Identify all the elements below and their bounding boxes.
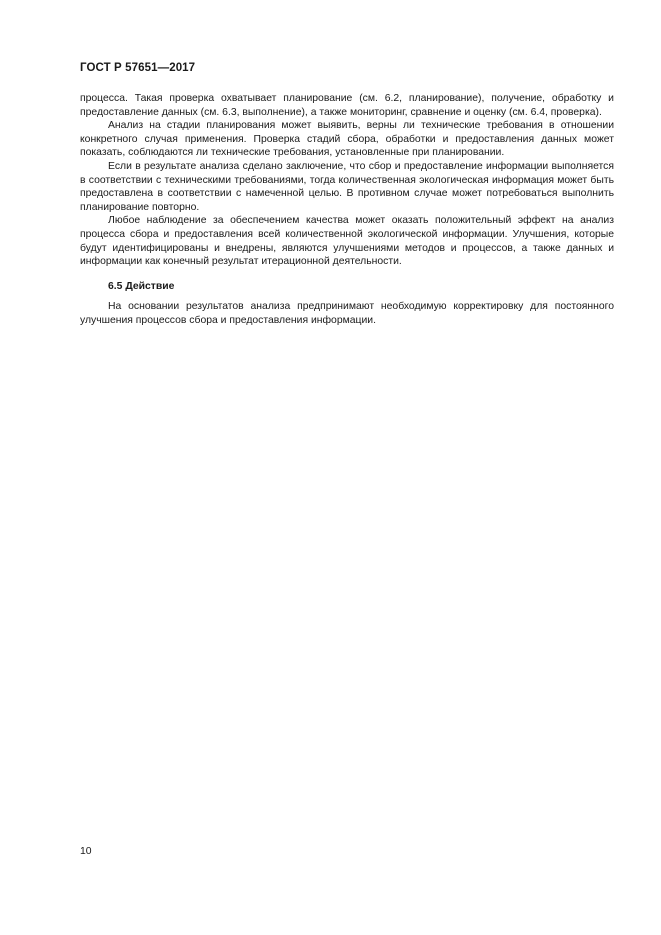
body-paragraph: Если в результате анализа сделано заключение, что сбор и предоставление информации выполняется в соответствии с техническими требованиями, тогда количественная экологическая информация может быть предоставлена в соответствии с намеченной целью. В противном случае может потребоваться выполнить планирование повторно. — [80, 160, 614, 213]
body-paragraph: Любое наблюдение за обеспечением качества может оказать положительный эффект на анализ процесса сбора и предоставления всей количественной экологической информации. Улучшения, которые будут идентифицированы и внедрены, являются улучшениями методов и процессов, а также данных и информации как конечный результат итерационной деятельности. — [80, 215, 614, 268]
document-body — [80, 92, 614, 328]
document-header: ГОСТ Р 57651—2017 — [80, 62, 196, 74]
section-heading: 6.5 Действие — [108, 280, 175, 292]
body-paragraph: Анализ на стадии планирования может выявить, верны ли технические требования в отношении конкретного случая применения. Проверка стадий сбора, обработки и предоставления данных может показать, соблюдаются ли технические требования, установленные при планировании. — [80, 120, 614, 159]
section-paragraph: На основании результатов анализа предпринимают необходимую корректировку для постоянного улучшения процессов сбора и предоставления информации. — [80, 301, 614, 326]
page-number: 10 — [80, 846, 92, 857]
body-paragraph: процесса. Такая проверка охватывает планирование (см. 6.2, планирование), получение, обработку и предоставление данных (см. 6.3, выполнение), а также мониторинг, сравнение и оценку (см. 6.4, проверка). — [80, 93, 614, 118]
